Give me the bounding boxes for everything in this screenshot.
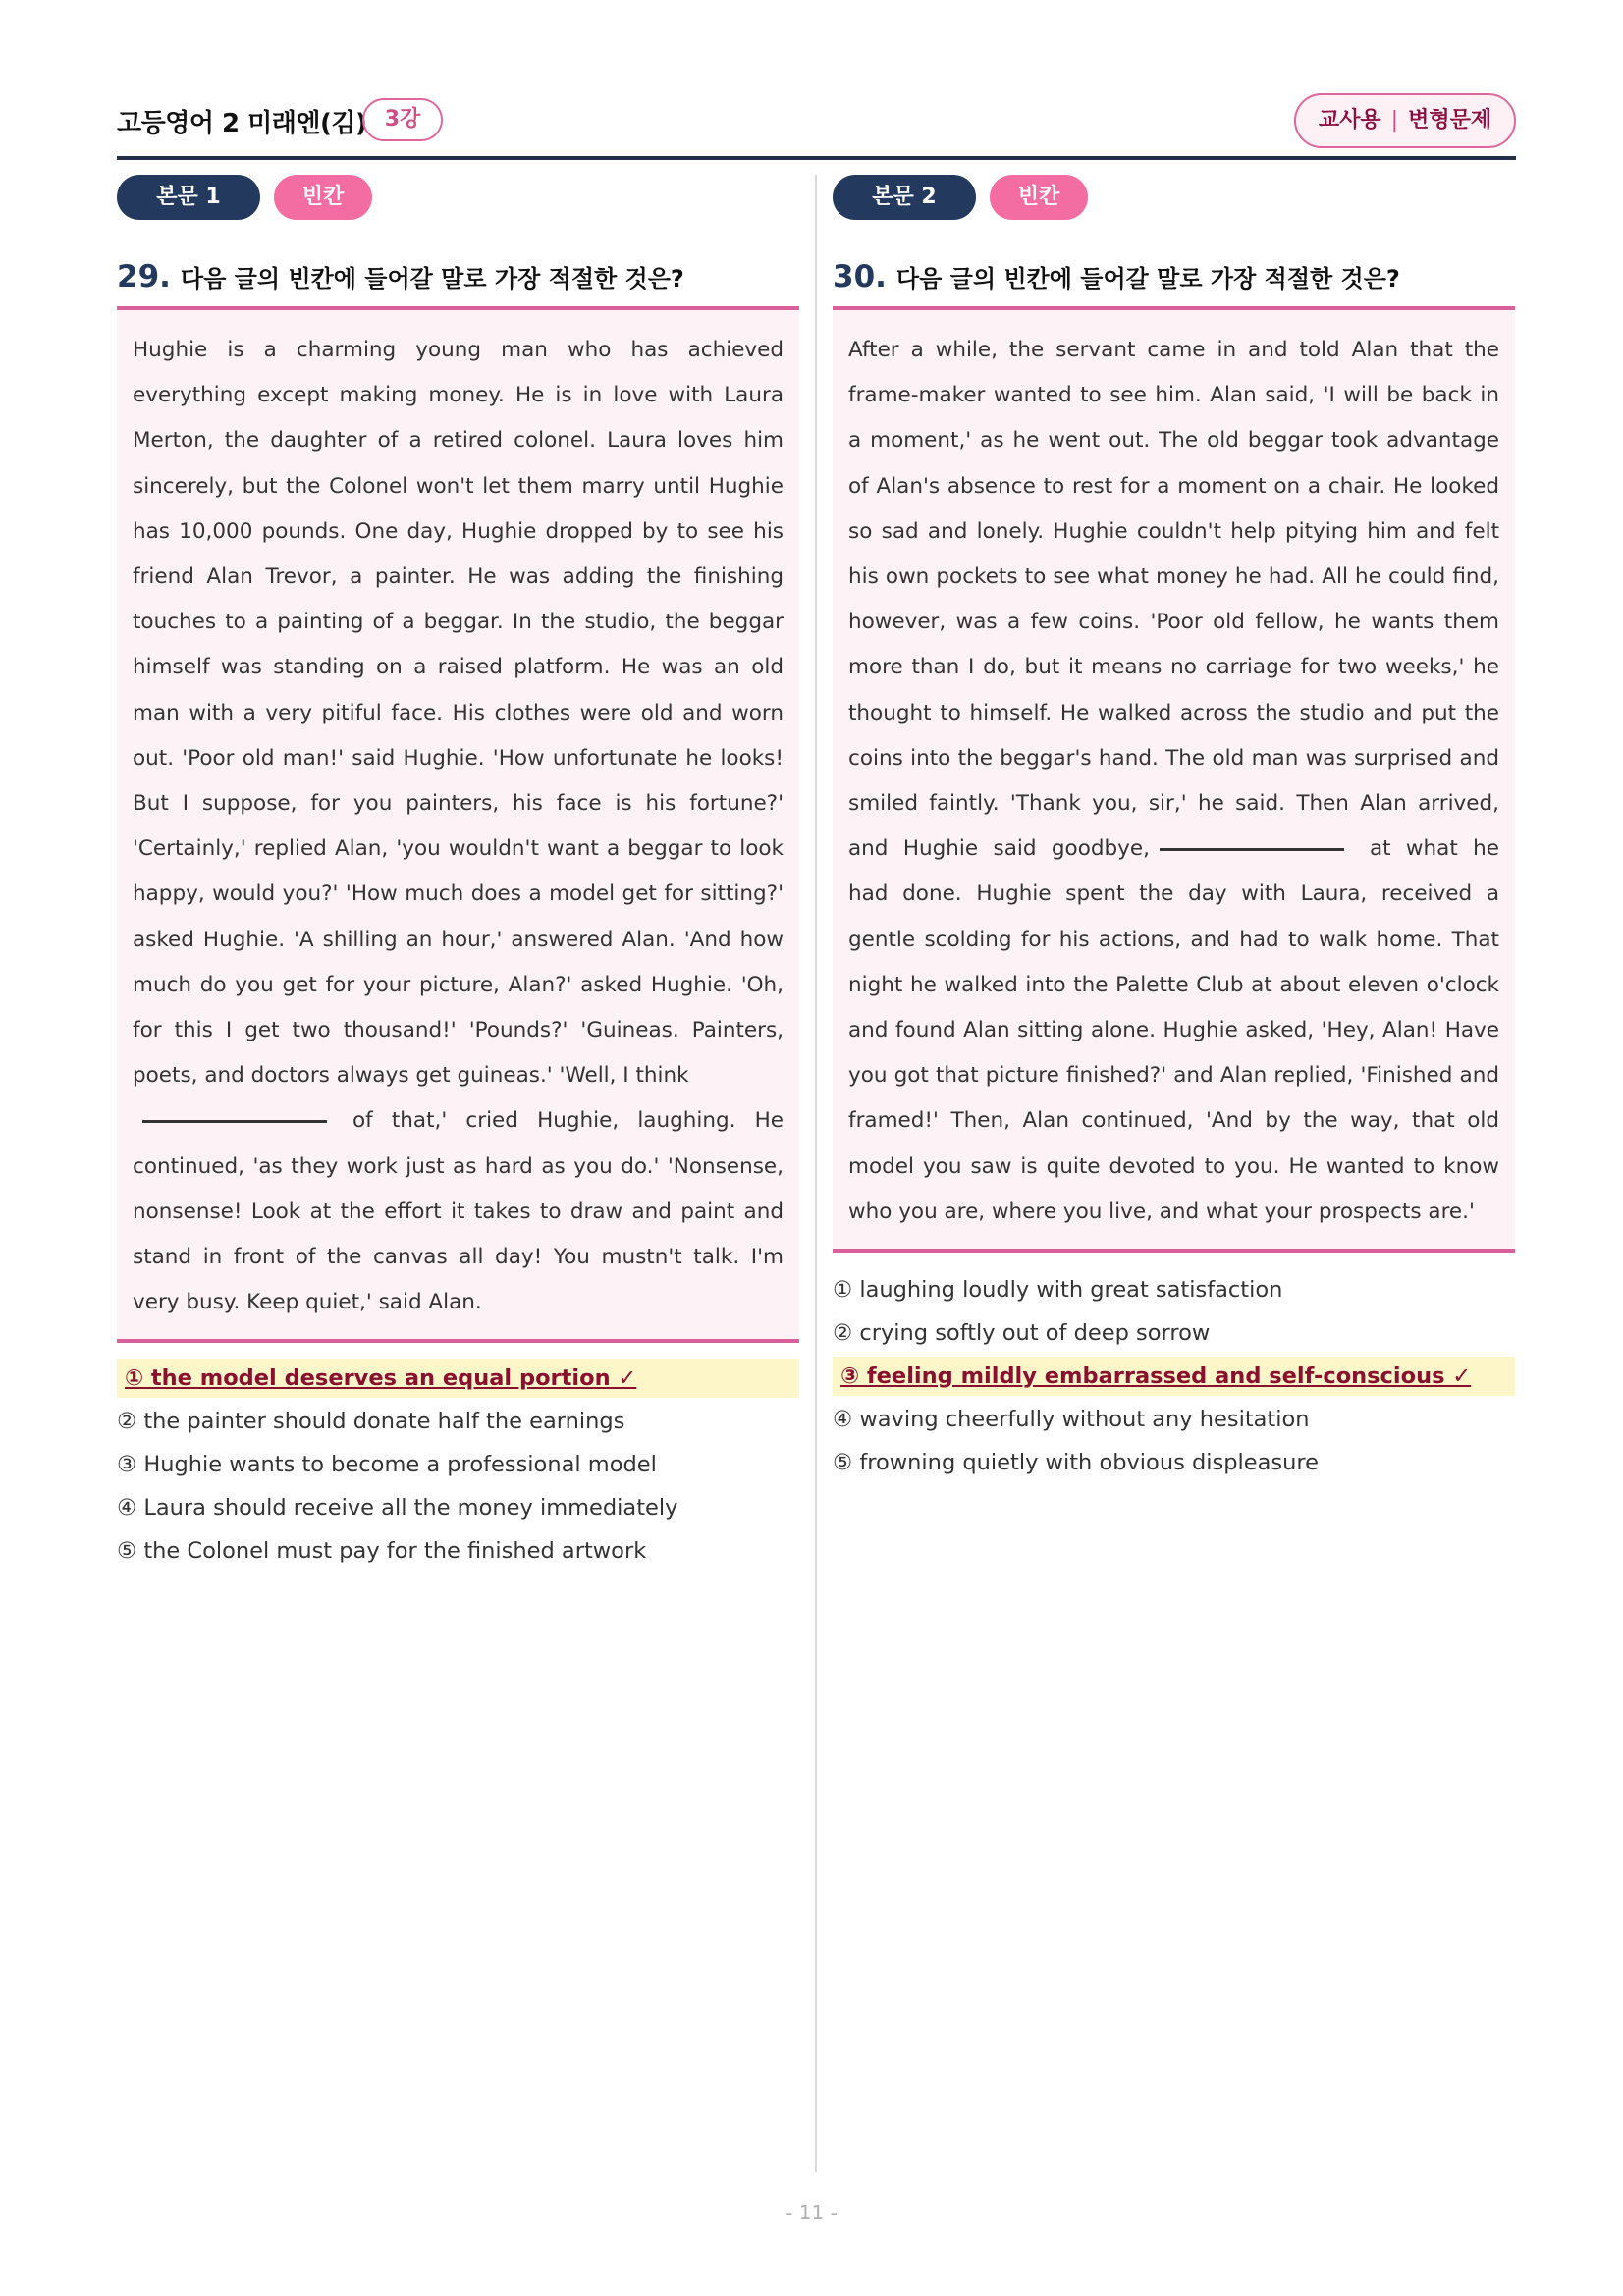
type-tag: 빈칸 [990, 175, 1088, 220]
passage-box [117, 310, 799, 1339]
choice-1[interactable]: ① laughing loudly with great satisfaction [833, 1277, 1283, 1304]
page-number: - 11 - [785, 2201, 838, 2224]
choice-5[interactable]: ⑤ frowning quietly with obvious displeasure [833, 1450, 1319, 1476]
question-30 [833, 175, 1515, 1484]
passage-rule [117, 1339, 799, 1343]
choice-5[interactable]: ⑤ the Colonel must pay for the finished artwork [117, 1538, 647, 1565]
choice-2[interactable]: ② crying softly out of deep sorrow [833, 1320, 1211, 1347]
type-tag: 빈칸 [274, 175, 372, 220]
choice-4[interactable]: ④ waving cheerfully without any hesitation [833, 1407, 1310, 1433]
question-tags [833, 175, 1515, 222]
page-header [117, 93, 1516, 162]
column-divider [815, 175, 817, 2172]
audience-label: 교사용 [1318, 108, 1381, 133]
lesson-badge: 3강 [362, 98, 443, 141]
book-title: 고등영어 2 미래엔(김) [117, 109, 367, 138]
question-number: 30. [833, 259, 887, 294]
passage-rule [833, 1249, 1515, 1253]
question-stem [833, 259, 1515, 298]
choice-1-correct[interactable]: ① the model deserves an equal portion ✓ [117, 1359, 799, 1398]
choice-4[interactable]: ④ Laura should receive all the money immediately [117, 1495, 678, 1522]
passage-text-after: at what he had done. Hughie spent the day with Laura, received a gentle scolding for his actions, and had to walk home. That night he walked into the Palette Club at about eleven o'clock and found Alan sitting alone. Hughie asked, 'Hey, Alan! Have you got that picture finished?' and Alan replied, 'Finished and framed!' Then, Alan continued, 'And by the way, that old model you saw is quite devoted to you. He wanted to know who you are, where you live, and what your prospects are.' [848, 836, 1499, 1224]
choice-list [833, 1268, 1515, 1484]
passage-box [833, 310, 1515, 1249]
choice-3[interactable]: ③ Hughie wants to become a professional model [117, 1452, 657, 1478]
edition-badge [1294, 93, 1516, 148]
section-tag: 본문 1 [117, 175, 260, 220]
passage-text-before: After a while, the servant came in and told Alan that the frame-maker wanted to see him. Alan said, 'I will be back in a moment,' as he went out. The old beggar took advantage of Alan's absence to rest for a moment on a chair. He looked so sad and lonely. Hughie couldn't help pitying him and felt his own pockets to see what money he had. All he could find, however, was a few coins. 'Poor old fellow, he wants them more than I do, but it means no carriage for two weeks,' he thought to himself. He walked across the studio and put the coins into the beggar's hand. The old man was surprised and smiled faintly. 'Thank you, sir,' he said. Then Alan arrived, and Hughie said goodbye, [848, 338, 1499, 862]
answer-blank [142, 1120, 327, 1123]
question-tags [117, 175, 799, 222]
choice-3-correct[interactable]: ③ feeling mildly embarrassed and self-conscious ✓ [833, 1357, 1515, 1396]
question-text: 다음 글의 빈칸에 들어갈 말로 가장 적절한 것은? [180, 265, 684, 293]
question-29 [117, 175, 799, 1573]
choice-2[interactable]: ② the painter should donate half the earnings [117, 1409, 625, 1435]
answer-blank [1160, 848, 1344, 851]
section-tag: 본문 2 [833, 175, 976, 220]
question-text: 다음 글의 빈칸에 들어갈 말로 가장 적절한 것은? [895, 265, 1400, 293]
passage-text-after: of that,' cried Hughie, laughing. He continued, 'as they work just as hard as you do.' 'Nonsense, nonsense! Look at the effort it takes to draw and paint and stand in front of the canvas all day! You mustn't talk. I'm very busy. Keep quiet,' said Alan. [133, 1108, 784, 1315]
type-label: 변형문제 [1408, 108, 1492, 133]
header-rule [117, 156, 1516, 160]
passage-text-before: Hughie is a charming young man who has achieved everything except making money. He is in love with Laura Merton, the daughter of a retired colonel. Laura loves him sincerely, but the Colonel won't let them marry until Hughie has 10,000 pounds. One day, Hughie dropped by to see his friend Alan Trevor, a painter. He was adding the finishing touches to a painting of a beggar. In the studio, the beggar himself was standing on a raised platform. He was an old man with a very pitiful face. His clothes were old and worn out. 'Poor old man!' said Hughie. 'How unfortunate he looks! But I suppose, for you painters, his face is his fortune?' 'Certainly,' replied Alan, 'you wouldn't want a beggar to look happy, would you?' 'How much does a model get for sitting?' asked Hughie. 'A shilling an hour,' answered Alan. 'And how much do you get for your picture, Alan?' asked Hughie. 'Oh, for this I get two thousand!' 'Pounds?' 'Guineas. Painters, poets, and doctors always get guineas.' 'Well, I think [133, 338, 784, 1089]
question-number: 29. [117, 259, 171, 294]
choice-list [117, 1359, 799, 1573]
question-stem [117, 259, 799, 298]
badge-separator: | [1390, 108, 1399, 133]
